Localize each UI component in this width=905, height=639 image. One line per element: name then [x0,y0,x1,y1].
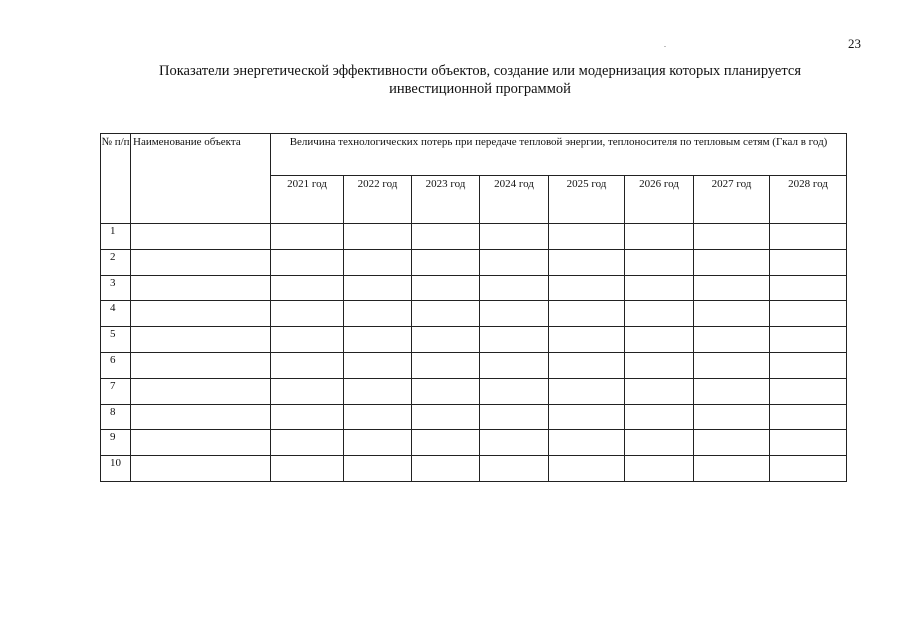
year-value-cell [625,224,694,250]
header-number: № п/п [101,134,131,224]
year-value-cell [412,404,480,430]
year-value-cell [412,378,480,404]
row-number: 10 [101,456,131,482]
table-row [101,224,847,250]
header-year: 2022 год [344,176,412,224]
year-value-cell [625,327,694,353]
year-value-cell [625,275,694,301]
year-value-cell [344,249,412,275]
header-losses-group: Величина технологических потерь при передаче тепловой энергии, теплоносителя по тепловым сетям (Гкал в год) [271,134,847,176]
year-value-cell [694,430,770,456]
header-year: 2024 год [480,176,549,224]
year-value-cell [344,430,412,456]
year-value-cell [770,301,847,327]
header-year: 2028 год [770,176,847,224]
year-value-cell [770,352,847,378]
year-value-cell [549,404,625,430]
year-value-cell [344,327,412,353]
year-value-cell [480,249,549,275]
year-value-cell [549,224,625,250]
year-value-cell [770,249,847,275]
row-number: 5 [101,327,131,353]
year-value-cell [694,275,770,301]
year-value-cell [344,275,412,301]
title-line-2: инвестиционной программой [389,81,571,97]
year-value-cell [625,404,694,430]
year-value-cell [480,224,549,250]
year-value-cell [412,224,480,250]
table-row [101,378,847,404]
table-row [101,352,847,378]
year-value-cell [480,404,549,430]
year-value-cell [271,224,344,250]
row-number: 3 [101,275,131,301]
year-value-cell [412,301,480,327]
header-year: 2021 год [271,176,344,224]
year-value-cell [412,352,480,378]
table-row [101,327,847,353]
year-value-cell [770,327,847,353]
year-value-cell [344,404,412,430]
year-value-cell [344,378,412,404]
page-title [120,62,840,98]
stray-mark: . [664,40,666,49]
year-value-cell [770,456,847,482]
year-value-cell [549,301,625,327]
year-value-cell [271,301,344,327]
year-value-cell [770,224,847,250]
year-value-cell [549,249,625,275]
year-value-cell [480,275,549,301]
year-value-cell [271,327,344,353]
object-name-cell [131,456,271,482]
header-year: 2023 год [412,176,480,224]
table-row [101,456,847,482]
header-year: 2027 год [694,176,770,224]
year-value-cell [694,327,770,353]
header-object-name: Наименование объекта [131,134,271,224]
year-value-cell [344,301,412,327]
object-name-cell [131,249,271,275]
year-value-cell [625,249,694,275]
year-value-cell [549,352,625,378]
year-value-cell [694,224,770,250]
object-name-cell [131,404,271,430]
year-value-cell [694,404,770,430]
year-value-cell [625,430,694,456]
year-value-cell [694,456,770,482]
year-value-cell [694,378,770,404]
object-name-cell [131,327,271,353]
row-number: 2 [101,249,131,275]
header-row-1 [101,134,847,176]
year-value-cell [770,430,847,456]
year-value-cell [625,301,694,327]
row-number: 8 [101,404,131,430]
year-value-cell [549,275,625,301]
year-value-cell [412,456,480,482]
year-value-cell [694,352,770,378]
year-value-cell [412,327,480,353]
header-year: 2025 год [549,176,625,224]
year-value-cell [271,404,344,430]
year-value-cell [770,378,847,404]
year-value-cell [271,352,344,378]
object-name-cell [131,275,271,301]
object-name-cell [131,430,271,456]
year-value-cell [480,430,549,456]
row-number: 4 [101,301,131,327]
row-number: 9 [101,430,131,456]
year-value-cell [625,378,694,404]
year-value-cell [480,327,549,353]
table-row [101,404,847,430]
year-value-cell [412,249,480,275]
year-value-cell [344,224,412,250]
year-value-cell [480,301,549,327]
year-value-cell [480,352,549,378]
year-value-cell [694,301,770,327]
year-value-cell [625,352,694,378]
year-value-cell [549,378,625,404]
object-name-cell [131,378,271,404]
table-row [101,275,847,301]
year-value-cell [271,430,344,456]
table-row [101,301,847,327]
page-number: 23 [848,36,861,51]
efficiency-table [100,133,847,482]
year-value-cell [344,456,412,482]
table-row [101,430,847,456]
year-value-cell [549,327,625,353]
year-value-cell [480,378,549,404]
header-year: 2026 год [625,176,694,224]
object-name-cell [131,224,271,250]
year-value-cell [625,456,694,482]
year-value-cell [271,378,344,404]
row-number: 6 [101,352,131,378]
table-row [101,249,847,275]
year-value-cell [271,249,344,275]
year-value-cell [694,249,770,275]
year-value-cell [549,430,625,456]
year-value-cell [770,404,847,430]
year-value-cell [412,430,480,456]
row-number: 1 [101,224,131,250]
year-value-cell [770,275,847,301]
year-value-cell [412,275,480,301]
object-name-cell [131,301,271,327]
row-number: 7 [101,378,131,404]
year-value-cell [480,456,549,482]
year-value-cell [271,275,344,301]
object-name-cell [131,352,271,378]
table-body [101,224,847,482]
year-value-cell [344,352,412,378]
title-line-1: Показатели энергетической эффективности объектов, создание или модернизация которых планируется [159,63,801,79]
year-value-cell [271,456,344,482]
year-value-cell [549,456,625,482]
